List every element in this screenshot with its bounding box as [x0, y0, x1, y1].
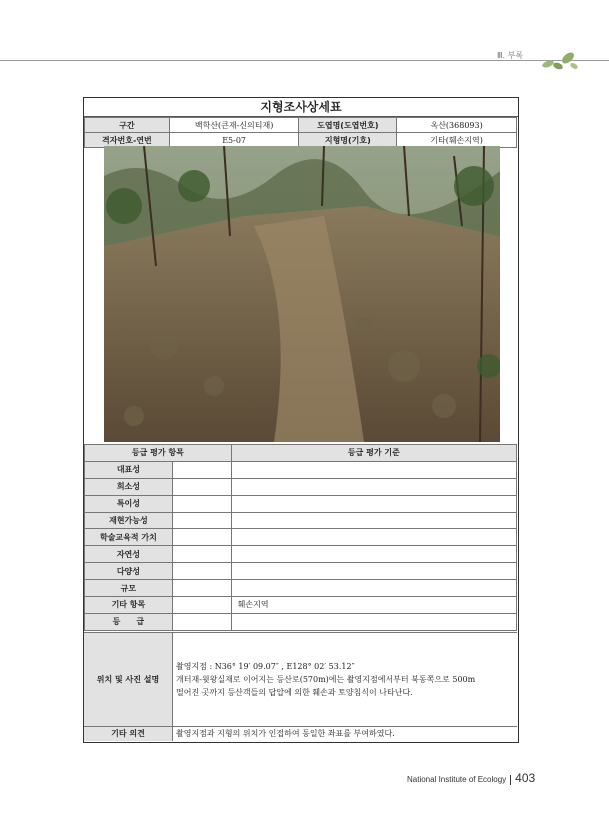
- criteria-grade: [172, 563, 231, 580]
- info-key: 격자번호-연번: [85, 133, 170, 148]
- criteria-row: [85, 529, 517, 546]
- criteria-standard: [231, 580, 516, 597]
- criteria-standard: [231, 529, 516, 546]
- criteria-label: 규모: [85, 580, 173, 597]
- criteria-label: 등 급: [85, 613, 173, 630]
- criteria-grade: [172, 478, 231, 495]
- criteria-label: 기타 항목: [85, 597, 173, 614]
- criteria-row: [85, 495, 517, 512]
- criteria-standard: [231, 546, 516, 563]
- criteria-standard: [231, 478, 516, 495]
- criteria-item-header: 등급 평가 항목: [85, 445, 232, 462]
- criteria-grade: [172, 529, 231, 546]
- info-value: E5-07: [169, 133, 299, 148]
- criteria-grade: [172, 512, 231, 529]
- criteria-header-row: [85, 445, 517, 462]
- criteria-row: [85, 546, 517, 563]
- info-key: 구간: [85, 118, 170, 133]
- criteria-row: [85, 512, 517, 529]
- info-value: 백학산(큰재-신의티재): [169, 118, 299, 133]
- leaf-decoration-icon: [540, 48, 580, 74]
- criteria-standard: [231, 461, 516, 478]
- criteria-grade: [172, 613, 231, 630]
- criteria-standard: [231, 495, 516, 512]
- criteria-grade: [172, 461, 231, 478]
- criteria-grade: [172, 597, 231, 614]
- criteria-standard-header: 등급 평가 기준: [231, 445, 516, 462]
- criteria-row: [85, 563, 517, 580]
- other-opinion-section: [84, 726, 517, 741]
- page-footer: [407, 771, 535, 785]
- info-key: 지형명(기호): [299, 133, 397, 148]
- page-number: 403: [515, 771, 536, 785]
- criteria-label: 학술교육적 가치: [85, 529, 173, 546]
- criteria-standard: 훼손지역: [231, 597, 516, 614]
- location-label: 위치 및 사진 설명: [84, 633, 173, 726]
- criteria-label: 희소성: [85, 478, 173, 495]
- criteria-grade: [172, 495, 231, 512]
- criteria-row: [85, 613, 517, 630]
- criteria-standard: [231, 563, 516, 580]
- info-value: 기타(훼손지역): [397, 133, 517, 148]
- other-opinion-label: 기타 의견: [84, 727, 173, 741]
- location-section: [84, 632, 517, 726]
- location-desc-line1: 개터재-윗왕실재로 이어지는 등산로(570m)에는 촬영지점에서부터 북동쪽으로 500m: [176, 675, 476, 684]
- other-opinion-text: 촬영지점과 지형의 위치가 인접하여 동일한 좌표를 부여하였다.: [176, 729, 395, 738]
- criteria-standard: [231, 613, 516, 630]
- coordinates: 촬영지점 : N36° 19′ 09.07″ , E128° 02′ 53.12″: [176, 662, 355, 671]
- criteria-label: 다양성: [85, 563, 173, 580]
- criteria-row: [85, 580, 517, 597]
- location-text: [176, 660, 511, 699]
- criteria-standard: [231, 512, 516, 529]
- sheet-title: 지형조사상세표: [84, 98, 518, 117]
- criteria-row: [85, 461, 517, 478]
- info-row: [85, 118, 517, 133]
- info-value: 옥산(368093): [397, 118, 517, 133]
- criteria-table: [84, 444, 517, 631]
- footer-divider: [510, 775, 511, 785]
- criteria-row: [85, 478, 517, 495]
- criteria-label: 재현가능성: [85, 512, 173, 529]
- section-label: Ⅲ. 부록: [497, 51, 524, 60]
- survey-sheet: [83, 97, 519, 743]
- criteria-label: 자연성: [85, 546, 173, 563]
- footer-institute: National Institute of Ecology: [407, 775, 507, 784]
- site-photo: [104, 146, 500, 442]
- criteria-label: 대표성: [85, 461, 173, 478]
- info-table: [84, 117, 517, 148]
- criteria-label: 특이성: [85, 495, 173, 512]
- criteria-grade: [172, 546, 231, 563]
- info-key: 도엽명(도엽번호): [299, 118, 397, 133]
- criteria-grade: [172, 580, 231, 597]
- location-desc-line2: 떨어진 곳까지 등산객들의 답압에 의한 훼손과 토양침식이 나타난다.: [176, 688, 413, 697]
- criteria-row: [85, 597, 517, 614]
